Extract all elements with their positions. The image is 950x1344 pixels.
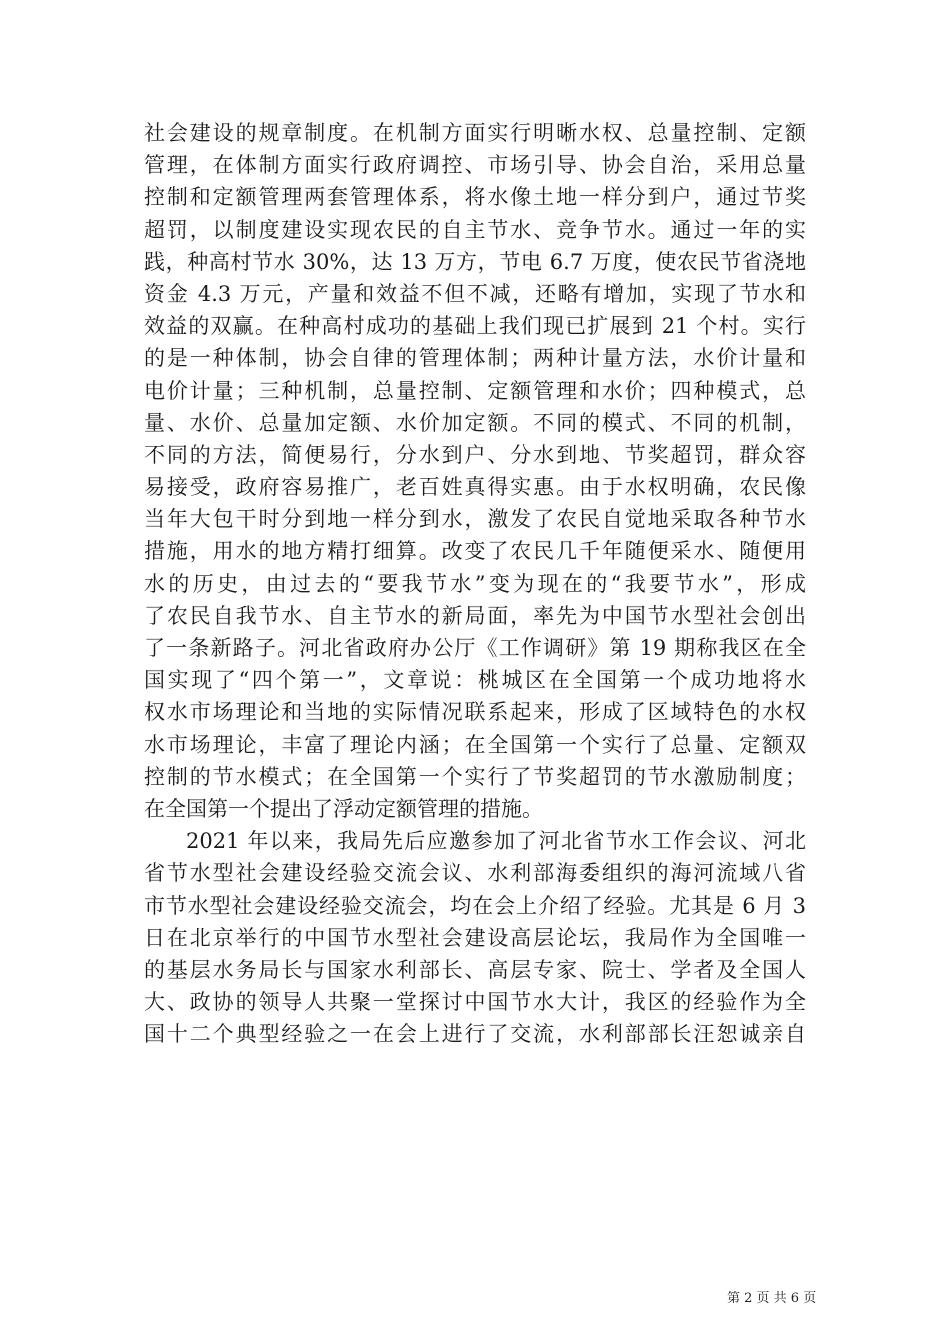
paragraph	[144, 825, 806, 1050]
text-line: 措施，用水的地方精打细算。改变了农民几千年随便采水、随便用	[144, 539, 806, 564]
body-text	[144, 117, 806, 1050]
text-line: 日在北京举行的中国节水型社会建设高层论坛，我局作为全国唯一	[144, 925, 806, 950]
text-line: 控制和定额管理两套管理体系，将水像土地一样分到户，通过节奖	[144, 185, 806, 210]
text-line: 水的历史，由过去的“要我节水”变为现在的“我要节水”，形成	[144, 571, 806, 596]
text-line: 控制的节水模式；在全国第一个实行了节奖超罚的节水激励制度；	[144, 764, 806, 789]
text-line: 市节水型社会建设经验交流会，均在会上介绍了经验。尤其是 6 月 3	[144, 893, 806, 918]
text-line: 易接受，政府容易推广，老百姓真得实惠。由于水权明确，农民像	[144, 475, 806, 500]
text-line: 了农民自我节水、自主节水的新局面，率先为中国节水型社会创出	[144, 603, 806, 628]
text-line: 当年大包干时分到地一样分到水，激发了农民自觉地采取各种节水	[144, 507, 806, 532]
text-line: 效益的双赢。在种高村成功的基础上我们现已扩展到 21 个村。实行	[144, 314, 806, 339]
text-line: 大、政协的领导人共聚一堂探讨中国节水大计，我区的经验作为全	[144, 990, 806, 1015]
paragraph	[144, 117, 806, 825]
text-line: 的基层水务局长与国家水利部长、高层专家、院士、学者及全国人	[144, 957, 806, 982]
text-line: 的是一种体制，协会自律的管理体制；两种计量方法，水价计量和	[144, 346, 806, 371]
text-line: 在全国第一个提出了浮动定额管理的措施。	[144, 796, 543, 821]
text-line: 量、水价、总量加定额、水价加定额。不同的模式、不同的机制，	[144, 410, 806, 435]
text-line: 电价计量；三种机制，总量控制、定额管理和水价；四种模式，总	[144, 378, 806, 403]
text-line: 不同的方法，简便易行，分水到户、分水到地、节奖超罚，群众容	[144, 442, 806, 467]
text-line: 社会建设的规章制度。在机制方面实行明晰水权、总量控制、定额	[144, 121, 806, 145]
text-line: 2021 年以来，我局先后应邀参加了河北省节水工作会议、河北	[186, 829, 806, 854]
text-line: 践，种高村节水 30%，达 13 万方，节电 6.7 万度，使农民节省浇地	[144, 249, 806, 274]
text-line: 省节水型社会建设经验交流会议、水利部海委组织的海河流域八省	[144, 861, 806, 886]
text-line: 国实现了“四个第一”，文章说：桃城区在全国第一个成功地将水	[144, 668, 806, 693]
text-line: 权水市场理论和当地的实际情况联系起来，形成了区域特色的水权	[144, 700, 806, 725]
text-line: 了一条新路子。河北省政府办公厅《工作调研》第 19 期称我区在全	[144, 636, 806, 660]
text-line: 资金 4.3 万元，产量和效益不但不减，还略有增加，实现了节水和	[144, 281, 806, 306]
text-line: 超罚，以制度建设实现农民的自主节水、竞争节水。通过一年的实	[144, 217, 806, 242]
page-number: 第 2 页 共 6 页	[727, 1291, 817, 1306]
text-line: 国十二个典型经验之一在会上进行了交流，水利部部长汪恕诚亲自	[144, 1022, 806, 1047]
text-line: 管理，在体制方面实行政府调控、市场引导、协会自治，采用总量	[144, 153, 806, 178]
text-line: 水市场理论，丰富了理论内涵；在全国第一个实行了总量、定额双	[144, 732, 806, 757]
